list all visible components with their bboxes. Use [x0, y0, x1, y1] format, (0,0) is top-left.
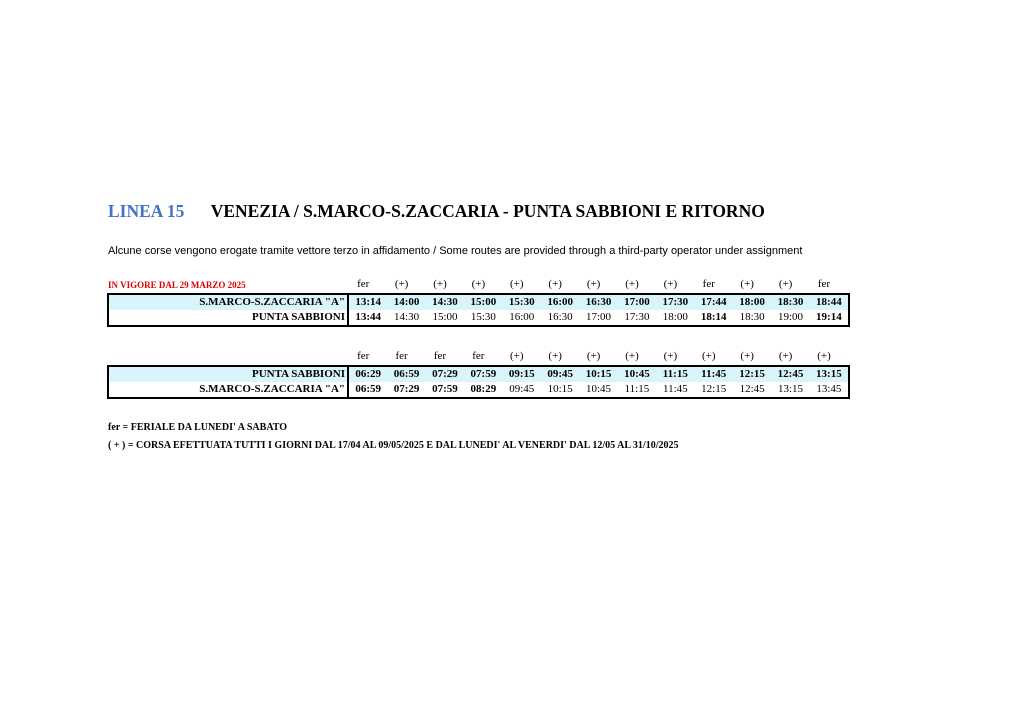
departure-time: 13:15 [810, 366, 849, 382]
departure-time: 14:30 [394, 311, 420, 323]
validity-date: IN VIGORE DAL 29 MARZO 2025 [108, 280, 246, 290]
departure-time: 17:30 [656, 294, 694, 310]
departure-time: 11:45 [695, 366, 733, 382]
stop-row [108, 366, 849, 382]
departure-time: 13:44 [355, 311, 382, 323]
departure-time: 11:45 [662, 383, 688, 395]
departure-time: 08:29 [470, 383, 497, 395]
departure-time: 10:45 [586, 383, 612, 395]
departure-time: 17:00 [618, 294, 656, 310]
departure-time: 06:59 [387, 366, 425, 382]
service-type-label: fer [817, 278, 831, 290]
stop-row [108, 294, 849, 310]
departure-time: 12:45 [771, 366, 809, 382]
stop-row [108, 382, 849, 398]
departure-time: 13:15 [777, 383, 804, 395]
service-type-label: (+) [663, 350, 678, 362]
departure-time: 12:15 [733, 366, 771, 382]
departure-time: 18:30 [771, 294, 809, 310]
departure-time: 07:29 [426, 366, 464, 382]
departure-time: 16:00 [509, 311, 535, 323]
departure-time: 18:00 [733, 294, 771, 310]
departure-time: 18:30 [739, 311, 765, 323]
departure-time: 18:14 [700, 311, 727, 323]
departure-time: 07:59 [464, 366, 502, 382]
service-type-label: (+) [510, 278, 524, 290]
service-type-label: (+) [548, 350, 562, 362]
service-type-label: fer [395, 350, 408, 362]
departure-time: 12:45 [739, 383, 765, 395]
service-type-label: fer [357, 278, 370, 290]
legend-plus: ( + ) = CORSA EFETTUATA TUTTI I GIORNI DAL 17/04 AL 09/05/2025 E DAL LUNEDI' AL VENERDI' DAL 12/05 AL 31/10/2025 [108, 440, 679, 451]
departure-time: 09:15 [503, 366, 541, 382]
stop-name: S.MARCO-S.ZACCARIA "A" [108, 382, 348, 398]
departure-time: 07:59 [432, 383, 458, 395]
departure-time: 17:00 [586, 311, 612, 323]
route-title: VENEZIA / S.MARCO-S.ZACCARIA - PUNTA SABBIONI E RITORNO [210, 201, 765, 221]
departure-time: 19:14 [816, 311, 842, 323]
departure-time: 09:45 [541, 366, 579, 382]
service-type-label: (+) [394, 278, 409, 290]
departure-time: 15:30 [503, 294, 541, 310]
stop-name: S.MARCO-S.ZACCARIA "A" [108, 294, 348, 310]
service-type-label: (+) [817, 350, 831, 362]
service-type-label: (+) [433, 278, 447, 290]
service-type-label: (+) [625, 350, 639, 362]
departure-time: 19:00 [777, 311, 804, 323]
departure-time: 17:30 [624, 311, 650, 323]
departure-time: 06:29 [348, 366, 387, 382]
departure-time: 10:45 [618, 366, 656, 382]
service-type-label: (+) [586, 278, 601, 290]
departure-time: 06:59 [355, 383, 382, 395]
departure-time: 18:44 [810, 294, 849, 310]
service-type-label: (+) [740, 278, 754, 290]
service-type-label: (+) [471, 278, 486, 290]
stop-name: PUNTA SABBIONI [108, 366, 348, 382]
departure-time: 16:00 [541, 294, 579, 310]
service-type-label: (+) [778, 350, 793, 362]
outbound-timetable [107, 293, 850, 327]
departure-time: 18:00 [662, 311, 688, 323]
departure-time: 11:15 [656, 366, 694, 382]
departure-time: 14:00 [387, 294, 425, 310]
service-type-label: (+) [740, 350, 754, 362]
service-type-label: (+) [778, 278, 793, 290]
service-type-label: fer [702, 278, 715, 290]
service-type-label: (+) [510, 350, 524, 362]
departure-time: 14:30 [426, 294, 464, 310]
departure-time: 07:29 [393, 383, 420, 395]
service-type-label: (+) [702, 350, 716, 362]
departure-time: 10:15 [579, 366, 617, 382]
departure-time: 10:15 [547, 383, 573, 395]
return-timetable [107, 365, 850, 399]
line-number: LINEA 15 [108, 201, 185, 221]
departure-time: 11:15 [624, 383, 650, 395]
stop-name: PUNTA SABBIONI [108, 310, 348, 326]
service-type-label: (+) [586, 350, 601, 362]
departure-time: 17:44 [695, 294, 733, 310]
departure-time: 16:30 [547, 311, 573, 323]
departure-time: 15:00 [464, 294, 502, 310]
service-type-label: (+) [625, 278, 639, 290]
departure-time: 13:45 [816, 383, 842, 395]
service-type-label: fer [472, 350, 485, 362]
page-title [108, 201, 765, 222]
service-type-label: (+) [548, 278, 562, 290]
departure-time: 15:30 [470, 311, 496, 323]
operator-note: Alcune corse vengono erogate tramite vettore terzo in affidamento / Some routes are provided through a third-party operator under assignment [108, 245, 803, 257]
departure-time: 09:45 [509, 383, 535, 395]
stop-row [108, 310, 849, 326]
departure-time: 16:30 [579, 294, 617, 310]
service-type-label: (+) [663, 278, 678, 290]
departure-time: 12:15 [701, 383, 727, 395]
departure-time: 15:00 [432, 311, 458, 323]
service-type-label: fer [357, 350, 370, 362]
departure-time: 13:14 [348, 294, 387, 310]
service-type-label: fer [433, 350, 447, 362]
legend-fer: fer = FERIALE DA LUNEDI' A SABATO [108, 422, 288, 433]
